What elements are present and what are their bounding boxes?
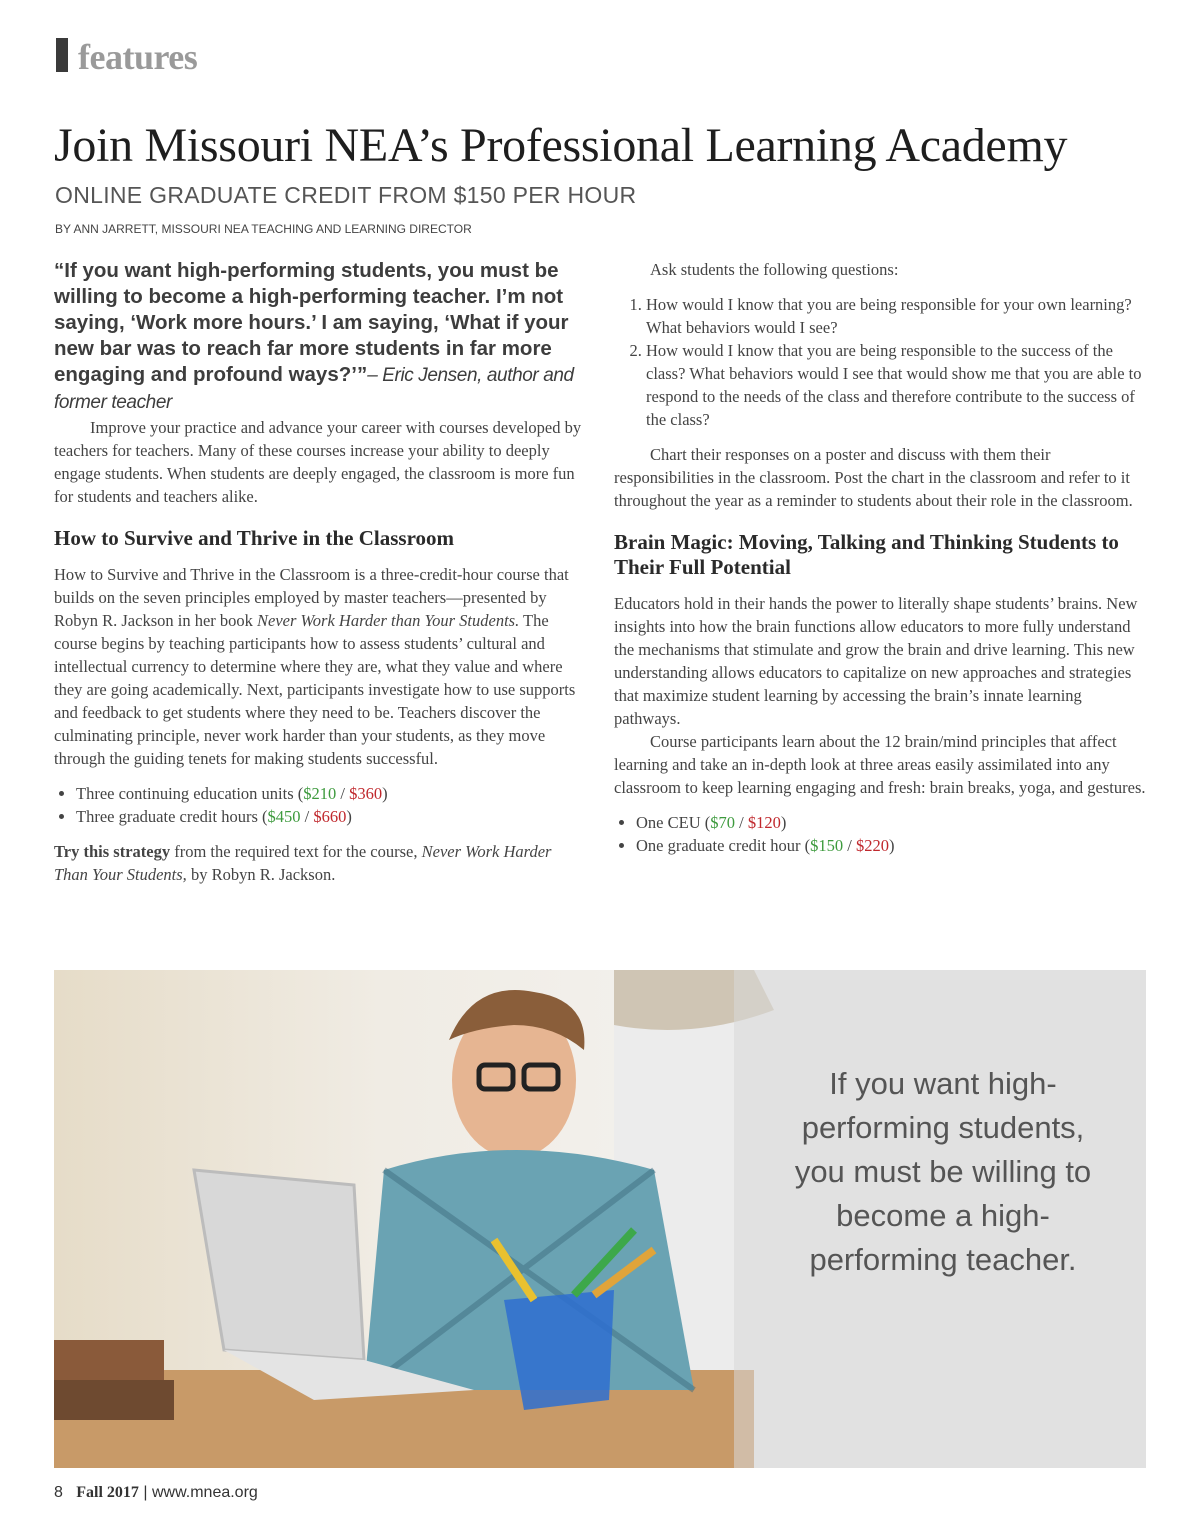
footer-separator: | <box>143 1484 148 1501</box>
option-label: One CEU <box>636 813 701 832</box>
option-label: One graduate credit hour <box>636 836 801 855</box>
pull-quote-attribution: – Eric Jensen, author and former teacher <box>54 365 574 413</box>
option-label: Three continuing education units <box>76 784 294 803</box>
list-item: 2. How would I know that you are being responsible to the success of the class? What behaviors would I see that would show me that you are able to respond to the needs of the class and therefore contribute to the success of the class? <box>646 339 1149 431</box>
course1-body-a: How to Survive and Thrive in the Classroom is a three-credit-hour course that builds on the seven principles employed by master teachers—presented by Robyn R. Jackson in her book <box>54 565 569 630</box>
strategy-intro: Ask students the following questions: <box>650 260 899 279</box>
strategy-lead-paragraph <box>54 840 589 886</box>
book <box>54 1340 164 1380</box>
strategy-questions <box>614 293 1149 431</box>
strategy-lead: Try this strategy <box>54 842 171 861</box>
article-subtitle: ONLINE GRADUATE CREDIT FROM $150 PER HOUR <box>55 182 637 208</box>
nonmember-price: $120 <box>747 813 781 832</box>
course1-options <box>54 782 589 828</box>
pull-quote <box>54 258 589 416</box>
teacher-photo <box>54 970 1146 1468</box>
member-price: $450 <box>267 807 301 826</box>
right-column <box>614 258 1149 869</box>
course2-paragraph-2: Course participants learn about the 12 brain/mind principles that affect learning and take an in-depth look at three areas easily assimilated into any classroom to keep learning engaging and fresh: brain breaks, yoga, and gestures. <box>614 732 1146 797</box>
photo-quote: If you want high-performing students, you must be willing to become a high-performing teacher. <box>794 1066 1092 1277</box>
course2-heading: Brain Magic: Moving, Talking and Thinking Students to Their Full Potential <box>614 530 1119 579</box>
course1-heading: How to Survive and Thrive in the Classroom <box>54 526 455 550</box>
strategy-text: from the required text for the course, <box>174 842 418 861</box>
list-item: • Three continuing education units ($210 / $360) <box>76 782 589 805</box>
course2-paragraph-1: Educators hold in their hands the power to literally shape students’ brains. New insights into how the brain functions allow educators to more fully understand the mechanisms that stimulate and grow the brain and drive learning. This new understanding allows educators to capitalize on new approaches and strategies that maximize student learning by accessing the brain’s innate learning pathways. <box>614 594 1138 728</box>
course2-options <box>614 811 1149 857</box>
nonmember-price: $220 <box>855 836 889 855</box>
member-price: $150 <box>810 836 844 855</box>
nonmember-price: $660 <box>313 807 347 826</box>
section-marker-bar <box>56 38 68 72</box>
option-label: Three graduate credit hours <box>76 807 258 826</box>
list-item: • One graduate credit hour ($150 / $220) <box>636 834 1149 857</box>
issue-label: Fall 2017 <box>76 1484 139 1501</box>
member-price: $70 <box>710 813 735 832</box>
page-footer <box>54 1484 258 1502</box>
left-column <box>54 258 589 886</box>
list-item: 1. How would I know that you are being responsible for your own learning? What behaviors would I see? <box>646 293 1149 339</box>
laptop-screen <box>194 1170 364 1360</box>
list-item: • One CEU ($70 / $120) <box>636 811 1149 834</box>
book <box>54 1380 174 1420</box>
website-link[interactable]: www.mnea.org <box>151 1484 258 1501</box>
strategy-author: by Robyn R. Jackson. <box>190 865 336 884</box>
course1-book-title: Never Work Harder than Your Students. <box>257 611 520 630</box>
strategy-book: Never Work Harder Than Your Students, <box>54 842 552 884</box>
list-item: • Three graduate credit hours ($450 / $660) <box>76 805 589 828</box>
nonmember-price: $360 <box>349 784 383 803</box>
section-label: features <box>78 37 198 77</box>
strategy-followup: Chart their responses on a poster and discuss with them their responsibilities in the classroom. Post the chart in the classroom and refer to it throughout the year as a reminder to students about their role in the classroom. <box>614 445 1133 510</box>
course1-body-b: The course begins by teaching participants how to assess students’ cultural and intellectual currency to determine where they are, what they value and where they are going academically. Next, participants investigate how to use supports and feedback to get students where they need to be. Teachers discover the culminating principle, never work harder than your students, as they move through the guiding tenets for making students successful. <box>54 611 576 768</box>
intro-paragraph: Improve your practice and advance your career with courses developed by teachers for teachers. Many of these courses increase your ability to deeply engage students. When students are deeply engaged, the classroom is more fun for students and teachers alike. <box>54 418 582 506</box>
article-title: Join Missouri NEA’s Professional Learning Academy <box>54 119 1068 172</box>
course1-description <box>54 563 589 770</box>
page-number: 8 <box>54 1484 63 1501</box>
pull-quote-text: “If you want high-performing students, you must be willing to become a high-performing teacher. I’m not saying, ‘Work more hours.’ I am saying, ‘What if your new bar was to reach far more students in far more engaging and profound ways?’” <box>54 259 569 386</box>
member-price: $210 <box>303 784 337 803</box>
article-byline: BY ANN JARRETT, MISSOURI NEA TEACHING AND LEARNING DIRECTOR <box>55 222 472 236</box>
